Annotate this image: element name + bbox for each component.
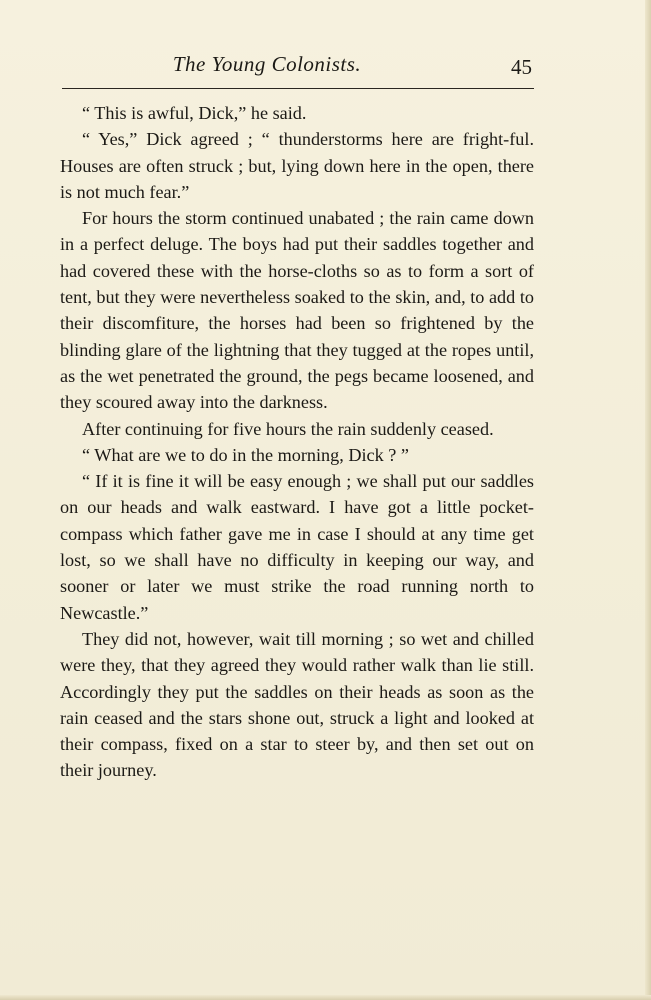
- paragraph: “ What are we to do in the morning, Dick ? ”: [82, 444, 409, 465]
- page-edge-bottom: [0, 995, 651, 1000]
- paragraph: “ If it is fine it will be easy enough ; we shall put our saddles on our heads and walk eastward. I have got a little pocket-compass which father gave me in case I should at any time get lost, so we shall have no difficulty in keeping our way, and sooner or later we must strike the road running north to Newcastle.”: [60, 471, 534, 623]
- paragraph: They did not, however, wait till morning ; so wet and chilled were they, that they agreed they would rather walk than lie still. Accordingly they put the saddles on their heads as soon as the rain ceased and the stars shone out, struck a light and looked at their compass, fixed on a star to steer by, and then set out on their journey.: [60, 628, 534, 781]
- header-rule: [62, 88, 534, 89]
- paragraph: After continuing for five hours the rain suddenly ceased.: [82, 418, 494, 439]
- paragraph: “ This is awful, Dick,” he said.: [82, 103, 307, 123]
- page-number: 45: [511, 55, 532, 79]
- running-title: The Young Colonists.: [172, 52, 362, 76]
- body-text: [60, 100, 534, 784]
- paragraph: For hours the storm continued unabated ; the rain came down in a perfect deluge. The boys had put their saddles together and had covered these with the horse-cloths so as to form a sort of tent, but they were nevertheless soaked to the skin, and, to add to their discomfiture, the horses had been so frightened by the blinding glare of the lightning that they tugged at the ropes until, as the wet penetrated the ground, the pegs became loosened, and they scoured away into the darkness.: [60, 208, 534, 413]
- paragraph: “ Yes,” Dick agreed ; “ thunderstorms here are fright-ful. Houses are often struck ; but, lying down here in the open, there is not much fear.”: [60, 129, 534, 202]
- page-edge-right: [645, 0, 651, 1000]
- page-header: [60, 48, 534, 84]
